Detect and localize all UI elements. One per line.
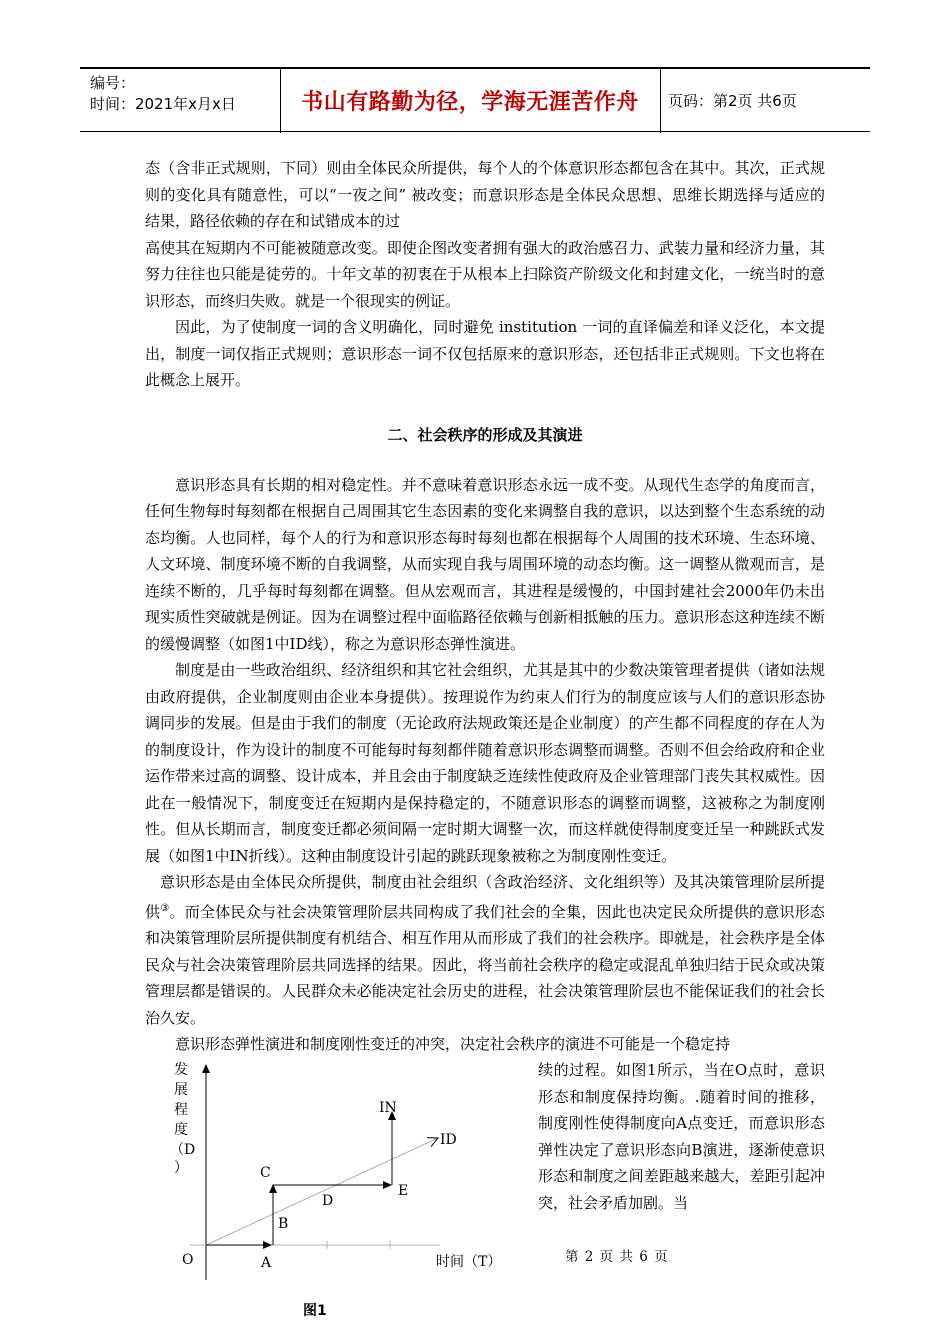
header-divider bbox=[660, 67, 661, 133]
time-label: 时间：2021年x月x日 bbox=[90, 95, 236, 113]
section-heading: 二、社会秩序的形成及其演进 bbox=[387, 425, 583, 444]
point-label-d: D bbox=[322, 1193, 334, 1209]
document-header bbox=[80, 67, 870, 134]
paragraph-text: 。而全体民众与社会决策管理阶层共同构成了我们社会的全集，因此也决定民众所提供的意识形态和决策管理阶层所提供制度有机结合、相互作用从而形成了我们的社会秩序。即就是，社会秩序是全体民众与社会决策管理阶层共同选择的结果。因此，将当前社会秩序的稳定或混乱单独归结于民众或决策管理层都是错误的。人民群众未必能决定社会历史的进程，社会决策管理阶层也不能保证我们的社会长治久安。 bbox=[145, 902, 825, 1027]
figure-1 bbox=[160, 1055, 530, 1325]
footnote-marker: ③ bbox=[160, 902, 170, 914]
y-axis-label-char: ） bbox=[174, 1160, 188, 1176]
header-meta bbox=[90, 73, 270, 115]
page-number: 第 2 页 共 6 页 bbox=[565, 1249, 669, 1265]
paragraph: 态（含非正式规则，下同）则由全体民众所提供，每个人的个体意识形态都包含在其中。其次，正式规则的变化具有随意性，可以“一夜之间” 被改变；而意识形态是全体民众思想、思维长期选择与适应的结果，路径依赖的存在和试错成本的过 bbox=[145, 159, 825, 230]
paragraph-text: 意识形态是由全体民众所提供，制度由社会组织（含政治经济、文化组织等）及其决策管理阶层所提供 bbox=[145, 873, 825, 921]
point-label-e: E bbox=[398, 1183, 409, 1199]
paragraph: 制度是由一些政治组织、经济组织和其它社会组织，尤其是其中的少数决策管理者提供（诸如法规由政府提供，企业制度则由企业本身提供）。按理说作为约束人们行为的制度应该与人们的意识形态协调同步的发展。但是由于我们的制度（无论政府法规政策还是企业制度）的产生都不同程度的存在人为的制度设计，作为设计的制度不可能每时每刻都伴随着意识形态调整而调整。否则不但会给政府和企业运作带来过高的调整、设计成本，并且会由于制度缺乏连续性使政府及企业管理部门丧失其权威性。因此在一般情况下，制度变迁在短期内是保持稳定的，不随意识形态的调整而调整，这被称之为制度刚性。但从长期而言，制度变迁都必须间隔一定时期大调整一次，而这样就使得制度变迁呈一种跳跃式发展（如图1中IN折线）。这种由制度设计引起的跳跃现象被称之为制度刚性变迁。 bbox=[145, 661, 825, 865]
figure-diagram bbox=[160, 1055, 530, 1325]
line-label-id: ID bbox=[440, 1132, 457, 1148]
point-label-b: B bbox=[278, 1216, 289, 1232]
x-axis-label: 时间（T） bbox=[436, 1254, 502, 1270]
y-axis-label-char: 发 bbox=[174, 1062, 188, 1078]
document-body bbox=[145, 155, 825, 1058]
y-axis-label-char: （D bbox=[170, 1142, 196, 1158]
paragraph bbox=[145, 869, 825, 1031]
origin-label: O bbox=[182, 1252, 194, 1268]
y-axis-label-char: 度 bbox=[174, 1122, 188, 1138]
figure-caption: 图1 bbox=[303, 1303, 327, 1319]
paragraph: 意识形态弹性演进和制度刚性变迁的冲突，决定社会秩序的演进不可能是一个稳定持 bbox=[175, 1035, 731, 1053]
number-label: 编号： bbox=[90, 74, 136, 92]
line-label-in: IN bbox=[379, 1100, 397, 1116]
point-label-a: A bbox=[261, 1255, 272, 1271]
paragraph: 因此，为了使制度一词的含义明确化，同时避免 institution 一词的直译偏差和译义泛化，本文提出，制度一词仅指正式规则；意识形态一词不仅包括原来的意识形态，还包括非正式规则。下文也将在此概念上展开。 bbox=[145, 318, 825, 389]
paragraph-continuation: 续的过程。如图1所示，当在O点时，意识形态和制度保持均衡。.随着时间的推移， 制度刚性使得制度向A点变迁，而意识形态弹性决定了意识形态向B演进，逐渐使意识形态和制度之间差距越来越大，差距引起冲突，社会矛盾加剧。当 bbox=[538, 1061, 825, 1212]
y-axis-label-char: 程 bbox=[174, 1102, 188, 1118]
header-motto: 书山有路勤为径，学海无涯苦作舟 bbox=[301, 89, 639, 115]
header-page-label: 页码：第2页 共6页 bbox=[668, 91, 797, 110]
paragraph: 意识形态具有长期的相对稳定性。并不意味着意识形态永远一成不变。从现代生态学的角度而言，任何生物每时每刻都在根据自己周围其它生态因素的变化来调整自我的意识，以达到整个生态系统的动态均衡。人也同样，每个人的行为和意识形态每时每刻也都在根据每个人周围的技术环境、生态环境、人文环境、制度环境不断的自我调整，从而实现自我与周围环境的动态均衡。这一调整从微观而言，是连续不断的，几乎每时每刻都在调整。但从宏观而言，其进程是缓慢的，中国封建社会2000年仍未出现实质性突破就是例证。因为在调整过程中面临路径依赖与创新相抵触的压力。意识形态这种连续不断的缓慢调整（如图1中ID线），称之为意识形态弹性演进。 bbox=[145, 475, 825, 653]
y-axis-label-char: 展 bbox=[174, 1082, 188, 1098]
point-label-c: C bbox=[260, 1165, 271, 1181]
paragraph: 高使其在短期内不可能被随意改变。即使企图改变者拥有强大的政治感召力、武装力量和经济力量，其努力往往也只能是徒劳的。十年文革的初衷在于从根本上扫除资产阶级文化和封建文化，一统当时的意识形态，而终归失败。就是一个很现实的例证。 bbox=[145, 238, 825, 310]
